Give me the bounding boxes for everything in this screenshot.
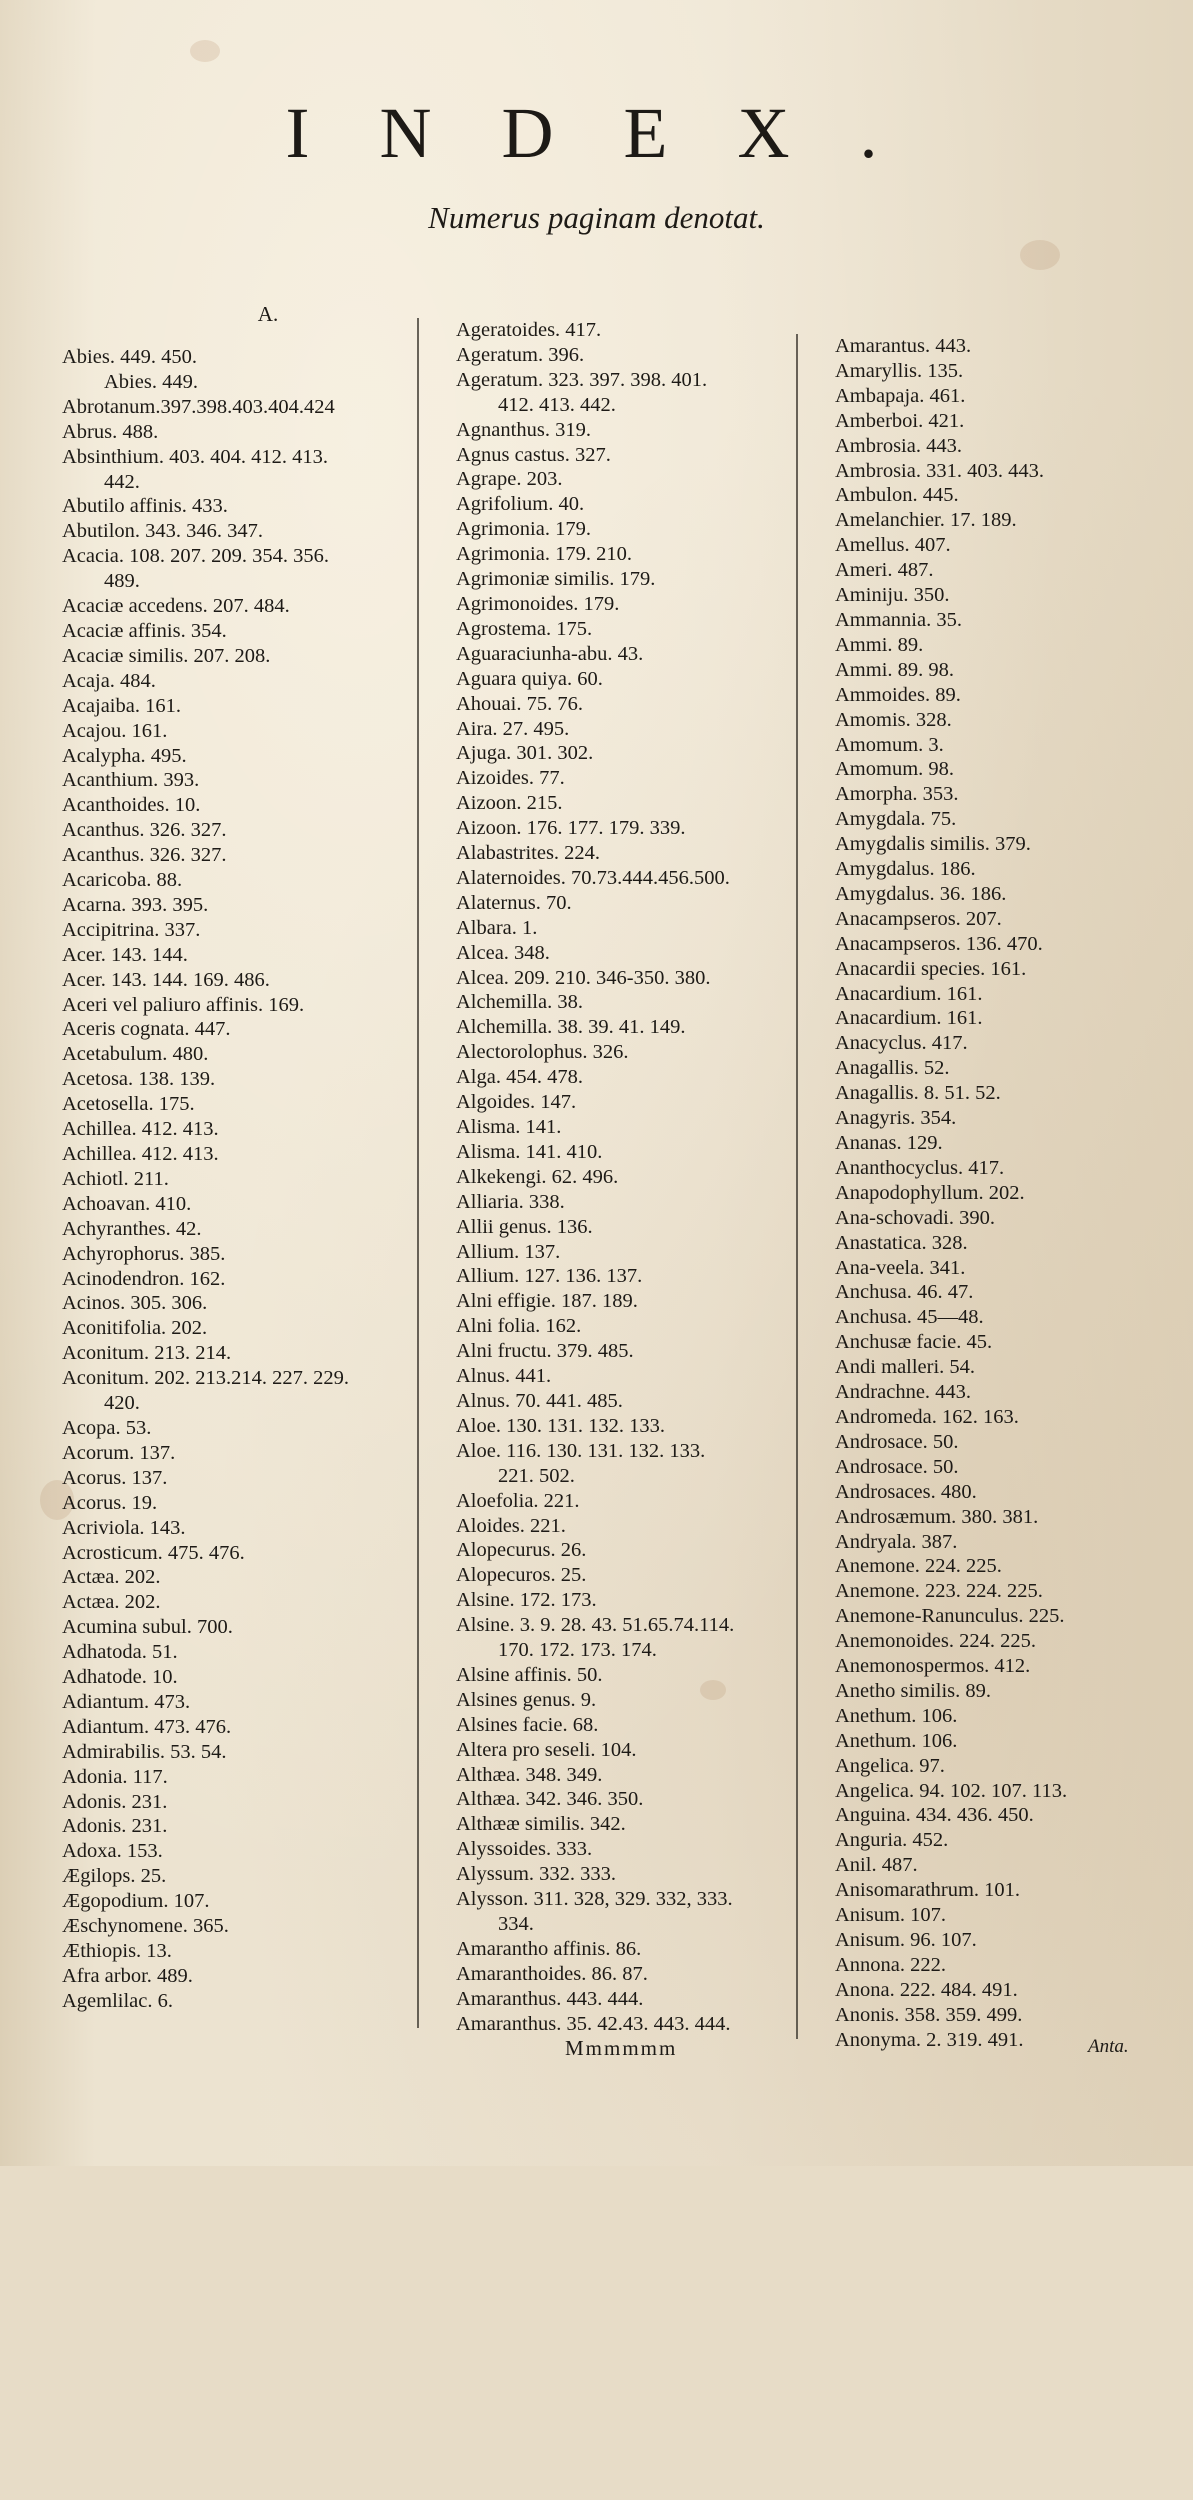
index-entry: Alyssoides. 333. — [456, 1838, 593, 1861]
index-entry: Aizoon. 176. 177. 179. 339. — [456, 817, 686, 840]
index-entry: Amellus. 407. — [835, 534, 951, 557]
index-entry: Anagyris. 354. — [835, 1107, 957, 1130]
index-entry: Aloides. 221. — [456, 1514, 566, 1537]
index-entry: Adonis. 231. — [62, 1790, 168, 1813]
stain — [1020, 240, 1060, 270]
index-entry: Amygdala. 75. — [835, 808, 957, 831]
index-entry: Alni fructu. 379. 485. — [456, 1340, 634, 1363]
index-entry: Aloe. 130. 131. 132. 133. — [456, 1414, 665, 1437]
index-entry: Anguria. 452. — [835, 1829, 949, 1852]
index-entry: Alni effigie. 187. 189. — [456, 1290, 638, 1313]
index-entry: Æschynomene. 365. — [62, 1915, 229, 1938]
index-entry: Amaranthoides. 86. 87. — [456, 1962, 648, 1985]
page-title: INDEX. — [285, 93, 948, 173]
index-entry: Aloefolia. 221. — [456, 1489, 580, 1512]
index-entry: Allium. 137. — [456, 1240, 561, 1263]
index-entry: Angelica. 94. 102. 107. 113. — [835, 1779, 1068, 1802]
index-entry: Alopecurus. 26. — [456, 1539, 587, 1562]
index-entry: Anagallis. 8. 51. 52. — [835, 1082, 1001, 1105]
index-entry: Aceri vel paliuro affinis. 169. — [62, 993, 305, 1016]
index-entry: Achillea. 412. 413. — [62, 1118, 219, 1141]
index-entry: Adonis. 231. — [62, 1815, 168, 1838]
index-entry: Amaranthus. 35. 42.43. 443. 444. — [456, 2012, 731, 2035]
index-entry: Agrimoniæ similis. 179. — [456, 568, 656, 591]
index-entry: Annona. 222. — [835, 1953, 947, 1976]
index-entry: Ananas. 129. — [835, 1132, 943, 1154]
index-entry: Abies. 449. 450. — [62, 346, 197, 368]
index-entry: Andrachne. 443. — [835, 1381, 972, 1404]
index-entry: Amomis. 328. — [835, 708, 952, 731]
index-entry: Anguina. 434. 436. 450. — [835, 1804, 1034, 1827]
index-entry: Ajuga. 301. 302. — [456, 742, 594, 765]
index-entry: Ageratum. 396. — [456, 343, 585, 366]
index-entry: Anchusa. 45—48. — [835, 1306, 984, 1329]
index-entry: Abies. 449. — [104, 370, 198, 393]
index-entry: Agemlilac. 6. — [62, 1989, 174, 2012]
index-entry: Altera pro seseli. 104. — [456, 1738, 637, 1761]
index-entry: Anacardii species. 161. — [835, 957, 1027, 980]
index-entry: Ameri. 487. — [835, 559, 934, 582]
index-entry: Amomum. 3. — [835, 733, 944, 756]
index-entry: Aceris cognata. 447. — [62, 1018, 231, 1041]
index-entry: Alchemilla. 38. 39. 41. 149. — [456, 1016, 686, 1039]
index-entry: Adhatode. 10. — [62, 1666, 178, 1689]
index-entry: Andromeda. 162. 163. — [835, 1405, 1019, 1428]
index-entry: Anagallis. 52. — [835, 1057, 950, 1080]
index-entry: Anacampseros. 136. 470. — [835, 932, 1043, 955]
index-entry: Amygdalus. 36. 186. — [835, 882, 1007, 905]
index-entry: Acajou. 161. — [62, 719, 168, 742]
index-entry: Anonis. 358. 359. 499. — [835, 2003, 1023, 2026]
index-entry: Anonyma. 2. 319. 491. — [835, 2028, 1024, 2051]
index-entry: Alyssum. 332. 333. — [456, 1863, 617, 1886]
index-entry: Amelanchier. 17. 189. — [835, 509, 1017, 532]
index-entry: Ageratum. 323. 397. 398. 401. — [456, 368, 708, 391]
index-entry: Amaryllis. 135. — [835, 359, 964, 382]
entry-list — [62, 345, 414, 2014]
index-entry: Acer. 143. 144. 169. 486. — [62, 968, 270, 991]
index-entry: Anchusæ facie. 45. — [835, 1331, 993, 1354]
index-entry: Adoxa. 153. — [62, 1840, 163, 1863]
index-entry: Abutilo affinis. 433. — [62, 495, 228, 518]
index-entry: Anacardium. 161. — [835, 982, 983, 1005]
index-entry: Ammi. 89. — [835, 633, 924, 656]
index-entry: Agrostema. 175. — [456, 617, 593, 640]
index-entry: Acanthoides. 10. — [62, 794, 201, 817]
index-entry: Ana-veela. 341. — [835, 1256, 966, 1279]
index-entry: Alopecuros. 25. — [456, 1564, 587, 1587]
index-entry: Anemonospermos. 412. — [835, 1655, 1031, 1678]
index-entry: Ambulon. 445. — [835, 484, 959, 507]
index-entry: Amaranthus. 443. 444. — [456, 1987, 644, 2010]
entry-list — [835, 334, 1165, 2053]
index-entry: Androsaces. 480. — [835, 1480, 977, 1503]
index-entry: Alsine. 172. 173. — [456, 1589, 597, 1612]
index-column-3 — [835, 334, 1165, 2500]
index-entry: Acajaiba. 161. — [62, 694, 181, 717]
index-entry: Alkekengi. 62. 496. — [456, 1165, 619, 1188]
index-entry: Alcea. 348. — [456, 941, 550, 964]
index-entry: Amorpha. 353. — [835, 783, 959, 806]
index-entry: Alsines facie. 68. — [456, 1713, 599, 1736]
index-entry: Accipitrina. 337. — [62, 918, 201, 941]
index-entry: Alnus. 70. 441. 485. — [456, 1389, 623, 1412]
index-entry: Amberboi. 421. — [835, 409, 965, 432]
index-entry: Amarantho affinis. 86. — [456, 1937, 642, 1960]
index-entry: Anacardium. 161. — [835, 1007, 983, 1030]
index-entry: Acanthus. 326. 327. — [62, 844, 227, 867]
index-entry: Anacyclus. 417. — [835, 1032, 968, 1055]
index-entry: 170. 172. 173. 174. — [498, 1639, 657, 1662]
index-entry: Agnanthus. 319. — [456, 418, 591, 441]
index-entry: Amygdalis similis. 379. — [835, 833, 1031, 856]
index-entry: Aconitifolia. 202. — [62, 1317, 208, 1340]
index-entry: Alcea. 209. 210. 346-350. 380. — [456, 966, 711, 989]
index-entry: Androsæmum. 380. 381. — [835, 1505, 1039, 1528]
index-entry: Aconitum. 202. 213.214. 227. 229. — [62, 1367, 349, 1390]
index-entry: Anona. 222. 484. 491. — [835, 1978, 1018, 2001]
index-entry: Anacampseros. 207. — [835, 907, 1002, 930]
index-entry: Alga. 454. 478. — [456, 1066, 583, 1089]
index-entry: Algoides. 147. — [456, 1091, 577, 1114]
index-entry: Acaja. 484. — [62, 669, 156, 692]
index-entry: Acopa. 53. — [62, 1416, 152, 1439]
entry-list — [456, 318, 796, 2037]
index-entry: Adiantum. 473. 476. — [62, 1715, 232, 1738]
column-rule — [417, 318, 419, 2028]
index-entry: Achyrophorus. 385. — [62, 1242, 226, 1265]
index-entry: Ageratoides. 417. — [456, 319, 602, 341]
index-entry: Acacia. 108. 207. 209. 354. 356. — [62, 545, 330, 568]
index-entry: Anisum. 96. 107. — [835, 1929, 977, 1951]
catchword: Anta. — [1088, 2036, 1129, 2057]
index-entry: Acetabulum. 480. — [62, 1043, 209, 1066]
index-entry: Acorus. 19. — [62, 1491, 158, 1514]
index-entry: Alsines genus. 9. — [456, 1688, 597, 1711]
letter-heading: A. — [257, 302, 279, 326]
index-entry: Alsine. 3. 9. 28. 43. 51.65.74.114. — [456, 1614, 735, 1637]
index-entry: Amomum. 98. — [835, 758, 955, 781]
index-entry: Acinos. 305. 306. — [62, 1292, 208, 1315]
index-entry: Anemone-Ranunculus. 225. — [835, 1605, 1065, 1628]
index-entry: Adhatoda. 51. — [62, 1641, 178, 1664]
index-entry: Æthiopis. 13. — [62, 1940, 172, 1962]
index-entry: Acer. 143. 144. — [62, 943, 188, 966]
index-entry: Anemone. 224. 225. — [835, 1555, 1002, 1578]
index-entry: Androsace. 50. — [835, 1455, 959, 1478]
index-entry: Aira. 27. 495. — [456, 717, 570, 740]
index-entry: Anapodophyllum. 202. — [835, 1181, 1025, 1204]
signature-mark: Mmmmmm — [565, 2036, 678, 2060]
index-entry: Alni folia. 162. — [456, 1315, 582, 1338]
index-entry: Acaricoba. 88. — [62, 869, 183, 892]
index-entry: 221. 502. — [498, 1464, 575, 1487]
index-entry: Alysson. 311. 328, 329. 332, 333. — [456, 1888, 733, 1911]
index-entry: Albara. 1. — [456, 916, 538, 939]
index-entry: Acorus. 137. — [62, 1466, 168, 1489]
index-entry: Ahouai. 75. 76. — [456, 692, 583, 715]
index-entry: Allium. 127. 136. 137. — [456, 1265, 643, 1288]
index-entry: Ægilops. 25. — [62, 1865, 167, 1888]
index-entry: 420. — [104, 1392, 140, 1415]
index-entry: Ananthocyclus. 417. — [835, 1156, 1005, 1179]
index-entry: Angelica. 97. — [835, 1754, 945, 1777]
index-entry: Althæa. 342. 346. 350. — [456, 1788, 644, 1811]
index-column-1 — [62, 302, 414, 2468]
index-entry: Anethum. 106. — [835, 1704, 958, 1727]
index-entry: Acaciæ similis. 207. 208. — [62, 644, 271, 667]
index-entry: Allii genus. 136. — [456, 1215, 593, 1238]
index-entry: Achoavan. 410. — [62, 1192, 192, 1215]
index-entry: 489. — [104, 570, 140, 593]
index-entry: Adiantum. 473. — [62, 1690, 191, 1713]
index-entry: Anisomarathrum. 101. — [835, 1879, 1021, 1902]
index-entry: Acetosa. 138. 139. — [62, 1068, 216, 1091]
index-entry: Abrotanum.397.398.403.404.424 — [62, 395, 335, 418]
index-entry: Acaciæ accedens. 207. 484. — [62, 595, 290, 618]
index-entry: Actæa. 202. — [62, 1591, 161, 1614]
index-entry: Ammannia. 35. — [835, 608, 962, 631]
index-entry: Alabastrites. 224. — [456, 842, 601, 865]
index-entry: Ambrosia. 443. — [835, 434, 962, 457]
index-entry: Alisma. 141. — [456, 1116, 562, 1138]
index-entry: Actæa. 202. — [62, 1566, 161, 1589]
index-entry: Ambrosia. 331. 403. 443. — [835, 459, 1044, 482]
index-entry: Ammi. 89. 98. — [835, 658, 955, 681]
index-entry: Aguaraciunha-abu. 43. — [456, 642, 644, 665]
index-entry: Aloe. 116. 130. 131. 132. 133. — [456, 1439, 706, 1462]
index-entry: 334. — [498, 1913, 534, 1935]
index-entry: Abrus. 488. — [62, 420, 159, 443]
index-entry: Agrape. 203. — [456, 468, 563, 491]
index-entry: Acanthus. 326. 327. — [62, 819, 227, 842]
index-entry: Aizoon. 215. — [456, 792, 563, 815]
index-entry: Achillea. 412. 413. — [62, 1143, 219, 1165]
index-entry: Alaternoides. 70.73.444.456.500. — [456, 866, 730, 889]
index-entry: Abutilon. 343. 346. 347. — [62, 520, 264, 543]
index-entry: Anethum. 106. — [835, 1729, 958, 1752]
index-entry: Ammoides. 89. — [835, 683, 961, 706]
index-entry: 442. — [104, 470, 140, 493]
index-entry: Alectorolophus. 326. — [456, 1041, 629, 1064]
index-entry: Andi malleri. 54. — [835, 1356, 976, 1379]
index-entry: Admirabilis. 53. 54. — [62, 1740, 227, 1763]
index-entry: Anemone. 223. 224. 225. — [835, 1580, 1043, 1603]
index-entry: Anetho similis. 89. — [835, 1679, 992, 1702]
index-entry: Aizoides. 77. — [456, 767, 565, 790]
index-entry: Acinodendron. 162. — [62, 1267, 226, 1290]
index-entry: Aminiju. 350. — [835, 584, 950, 607]
index-entry: Anemonoides. 224. 225. — [835, 1630, 1036, 1653]
index-entry: Acaciæ affinis. 354. — [62, 619, 227, 642]
index-entry: Achyranthes. 42. — [62, 1217, 202, 1240]
index-entry: Agrimonia. 179. 210. — [456, 543, 632, 566]
index-entry: Agrimonia. 179. — [456, 518, 591, 541]
stain — [190, 40, 220, 62]
index-entry: Acalypha. 495. — [62, 744, 187, 767]
index-entry: Acumina subul. 700. — [62, 1616, 233, 1639]
index-entry: Alnus. 441. — [456, 1365, 552, 1388]
index-entry: Alsine affinis. 50. — [456, 1663, 603, 1686]
index-entry: Agrimonoides. 179. — [456, 592, 620, 615]
index-entry: Androsace. 50. — [835, 1430, 959, 1453]
index-entry: Acriviola. 143. — [62, 1516, 186, 1539]
index-entry: Alliaria. 338. — [456, 1190, 565, 1213]
index-entry: Achiotl. 211. — [62, 1167, 169, 1190]
index-entry: Ægopodium. 107. — [62, 1890, 210, 1913]
index-entry: Agrifolium. 40. — [456, 493, 585, 516]
page-subtitle: Numerus paginam denotat. — [428, 200, 765, 235]
index-entry: Althææ similis. 342. — [456, 1813, 626, 1836]
index-column-2 — [456, 318, 796, 2484]
index-entry: Acrosticum. 475. 476. — [62, 1541, 245, 1564]
index-entry: Amygdalus. 186. — [835, 858, 976, 881]
index-entry: Ambapaja. 461. — [835, 384, 966, 407]
index-entry: Althæa. 348. 349. — [456, 1763, 603, 1786]
index-entry: Aguara quiya. 60. — [456, 667, 603, 690]
index-entry: Acarna. 393. 395. — [62, 893, 209, 916]
index-entry: Alisma. 141. 410. — [456, 1140, 603, 1163]
index-entry: Acorum. 137. — [62, 1441, 176, 1464]
index-entry: Amarantus. 443. — [835, 335, 972, 357]
index-entry: Anastatica. 328. — [835, 1231, 968, 1254]
column-rule — [796, 334, 798, 2039]
index-entry: 412. 413. 442. — [498, 393, 616, 416]
index-entry: Anisum. 107. — [835, 1904, 947, 1927]
index-entry: Absinthium. 403. 404. 412. 413. — [62, 445, 328, 468]
index-entry: Acetosella. 175. — [62, 1093, 195, 1116]
index-entry: Alchemilla. 38. — [456, 991, 583, 1014]
index-entry: Afra arbor. 489. — [62, 1964, 193, 1987]
index-entry: Ana-schovadi. 390. — [835, 1206, 995, 1229]
index-entry: Anchusa. 46. 47. — [835, 1281, 974, 1304]
index-entry: Alaternus. 70. — [456, 891, 572, 914]
index-entry: Agnus castus. 327. — [456, 443, 611, 466]
index-entry: Adonia. 117. — [62, 1765, 168, 1788]
index-entry: Acanthium. 393. — [62, 769, 200, 792]
index-entry: Anil. 487. — [835, 1854, 918, 1877]
index-entry: Aconitum. 213. 214. — [62, 1342, 232, 1365]
index-entry: Andryala. 387. — [835, 1530, 958, 1553]
